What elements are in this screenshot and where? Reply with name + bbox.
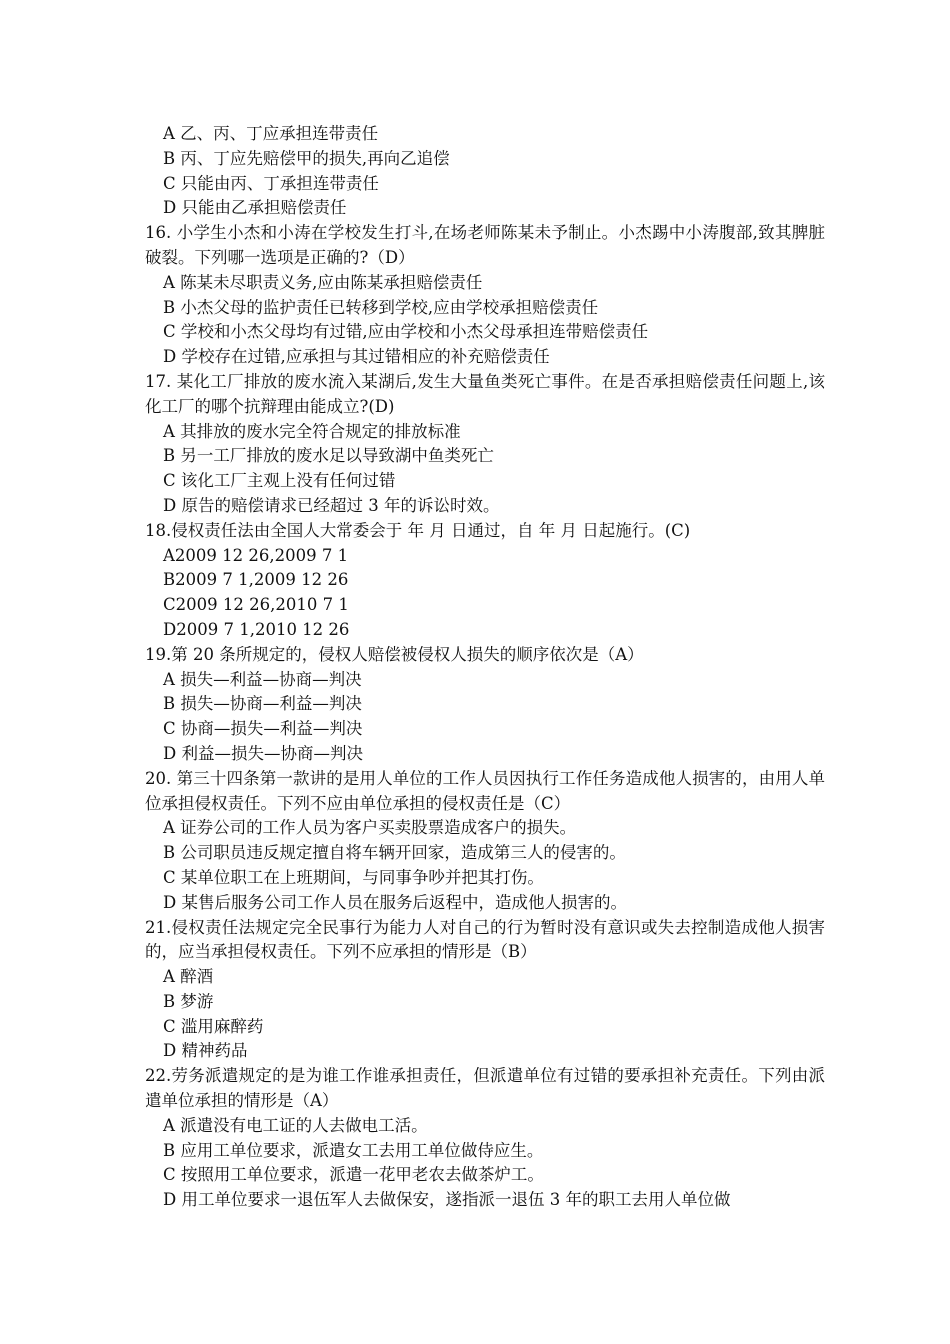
answer-option: B 另一工厂排放的废水足以导致湖中鱼类死亡 [163, 446, 494, 466]
answer-option: C 只能由丙、丁承担连带责任 [163, 173, 379, 193]
answer-option: A 乙、丙、丁应承担连带责任 [163, 124, 379, 143]
answer-option: A2009 12 26,2009 7 1 [163, 545, 349, 565]
answer-option: B 损失—协商—利益—判决 [163, 694, 362, 714]
answer-option: A 派遣没有电工证的人去做电工活。 [163, 1115, 428, 1135]
answer-option: B 小杰父母的监护责任已转移到学校,应由学校承担赔偿责任 [163, 297, 599, 317]
answer-option: D 用工单位要求一退伍军人去做保安，遂指派一退伍 3 年的职工去用人单位做 [163, 1190, 731, 1210]
answer-option: A 陈某未尽职责义务,应由陈某承担赔偿责任 [163, 272, 483, 292]
answer-option: C 滥用麻醉药 [163, 1016, 264, 1036]
question-text: 19.第 20 条所规定的，侵权人赔偿被侵权人损失的顺序依次是（A） [145, 644, 644, 664]
answer-option: A 醉酒 [163, 967, 214, 987]
answer-option: C 某单位职工在上班期间，与同事争吵并把其打伤。 [163, 867, 544, 887]
answer-option: D 只能由乙承担赔偿责任 [163, 198, 347, 218]
question-text: 20. 第三十四条第一款讲的是用人单位的工作人员因执行工作任务造成他人损害的，由用人单位承担侵权责任。下列不应由单位承担的侵权责任是（C） [145, 768, 825, 813]
answer-option: C 协商—损失—利益—判决 [163, 719, 363, 739]
answer-option: B 丙、丁应先赔偿甲的损失,再向乙追偿 [163, 148, 450, 168]
answer-option: A 证券公司的工作人员为客户买卖股票造成客户的损失。 [163, 818, 577, 838]
answer-option: C 按照用工单位要求，派遣一花甲老农去做茶炉工。 [163, 1165, 544, 1185]
answer-option: B 公司职员违反规定擅自将车辆开回家，造成第三人的侵害的。 [163, 843, 626, 863]
answer-option: C 该化工厂主观上没有任何过错 [163, 471, 396, 491]
answer-option: B 梦游 [163, 991, 214, 1011]
document-page [145, 122, 825, 1213]
question-text: 17. 某化工厂排放的废水流入某湖后,发生大量鱼类死亡事件。在是否承担赔偿责任问题上,该化工厂的哪个抗辩理由能成立?(D) [145, 371, 825, 416]
question-text: 22.劳务派遣规定的是为谁工作谁承担责任，但派遣单位有过错的要承担补充责任。下列由派遣单位承担的情形是（A） [145, 1066, 825, 1111]
answer-option: D 某售后服务公司工作人员在服务后返程中，造成他人损害的。 [163, 892, 627, 912]
answer-option: C 学校和小杰父母均有过错,应由学校和小杰父母承担连带赔偿责任 [163, 322, 649, 342]
question-text: 18.侵权责任法由全国人大常委会于 年 月 日通过，自 年 月 日起施行。(C) [145, 520, 691, 540]
question-text: 16. 小学生小杰和小涛在学校发生打斗,在场老师陈某未予制止。小杰踢中小涛腹部,致其脾脏破裂。下列哪一选项是正确的?（D） [145, 223, 825, 267]
answer-option: B 应用工单位要求，派遣女工去用工单位做侍应生。 [163, 1140, 544, 1160]
answer-option: B2009 7 1,2009 12 26 [163, 570, 349, 590]
answer-option: A 损失—利益—协商—判决 [163, 669, 362, 689]
answer-option: D 原告的赔偿请求已经超过 3 年的诉讼时效。 [163, 495, 500, 515]
answer-option: D 学校存在过错,应承担与其过错相应的补充赔偿责任 [163, 347, 550, 367]
answer-option: C2009 12 26,2010 7 1 [163, 595, 349, 615]
answer-option: D 精神药品 [163, 1041, 248, 1061]
answer-option: D2009 7 1,2010 12 26 [163, 619, 350, 639]
question-text: 21.侵权责任法规定完全民事行为能力人对自己的行为暂时没有意识或失去控制造成他人损害的，应当承担侵权责任。下列不应承担的情形是（B） [145, 917, 825, 962]
answer-option: A 其排放的废水完全符合规定的排放标准 [163, 421, 461, 441]
answer-option: D 利益—损失—协商—判决 [163, 743, 363, 763]
